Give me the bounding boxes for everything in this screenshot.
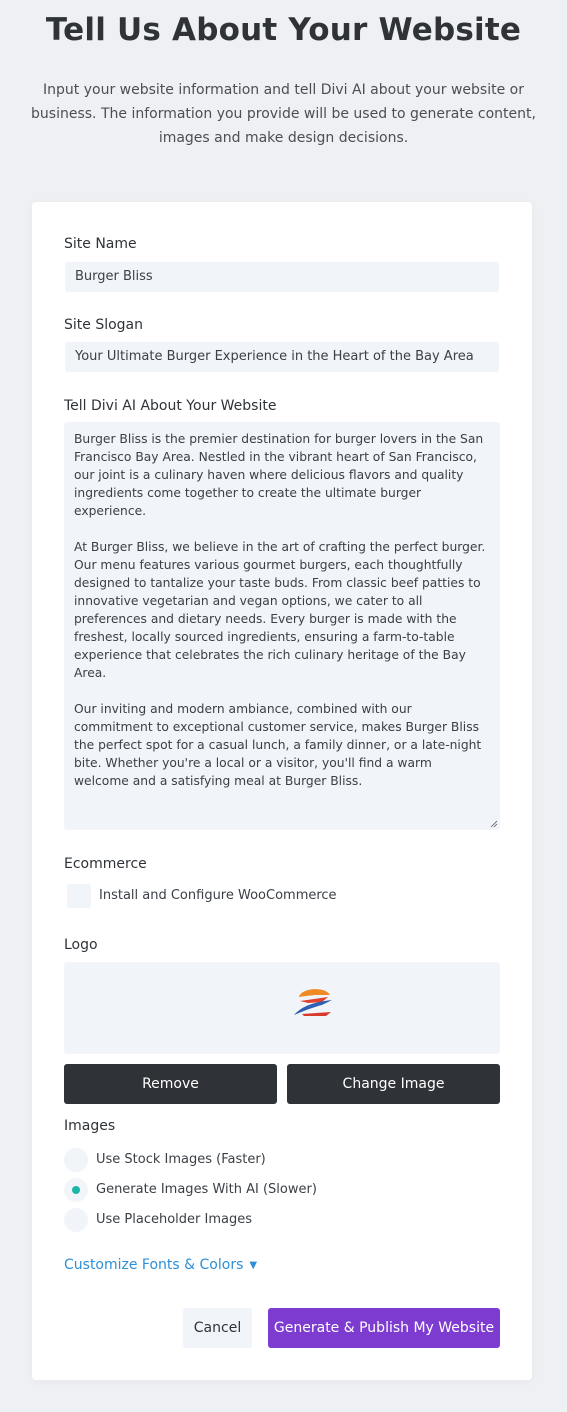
burger-logo-icon <box>292 986 336 1020</box>
logo-label: Logo <box>64 937 98 953</box>
site-name-input[interactable]: Burger Bliss <box>65 262 499 292</box>
resize-handle-icon[interactable] <box>490 820 498 828</box>
woocommerce-checkbox-label[interactable]: Install and Configure WooCommerce <box>99 888 337 903</box>
change-image-button[interactable]: Change Image <box>287 1064 500 1104</box>
placeholder-images-radio[interactable] <box>64 1208 88 1232</box>
customize-fonts-colors-toggle[interactable] <box>64 1257 257 1273</box>
page-title: Tell Us About Your Website <box>45 12 522 48</box>
ecommerce-label: Ecommerce <box>64 856 147 872</box>
about-paragraph: Burger Bliss is the premier destination for burger lovers in the San Francisco Bay Area. Nestled in the vibrant heart of San Francisco, our joint is a culinary haven where delicious flavors and quality ingredients come together to create the ultimate burger experience. <box>74 432 484 518</box>
website-form-card <box>32 202 532 1380</box>
placeholder-images-label[interactable]: Use Placeholder Images <box>96 1212 252 1227</box>
cancel-button[interactable]: Cancel <box>183 1308 252 1348</box>
about-website-label: Tell Divi AI About Your Website <box>64 398 277 414</box>
ai-images-label[interactable]: Generate Images With AI (Slower) <box>96 1182 317 1197</box>
radio-selected-dot <box>72 1186 80 1194</box>
customize-label[interactable]: Customize Fonts & Colors <box>64 1257 244 1273</box>
about-paragraph: At Burger Bliss, we believe in the art of crafting the perfect burger. Our menu features various gourmet burgers, each thoughtfully designed to tantalize your taste buds. From classic beef patties to innovative vegetarian and vegan options, we cater to all preferences and dietary needs. Every burger is made with the freshest, locally sourced ingredients, ensuring a farm-to-table experience that celebrates the rich culinary heritage of the Bay Area. <box>74 540 486 680</box>
intro-text: Input your website information and tell Divi AI about your website or business. The information you provide will be used to generate content, images and make design decisions. <box>31 82 536 146</box>
images-label: Images <box>64 1118 116 1134</box>
about-website-textarea[interactable] <box>64 422 500 830</box>
caret-down-icon[interactable]: ▼ <box>249 1260 258 1271</box>
ai-images-radio[interactable] <box>64 1178 88 1202</box>
site-slogan-label: Site Slogan <box>64 317 144 333</box>
stock-images-label[interactable]: Use Stock Images (Faster) <box>96 1152 266 1167</box>
stock-images-radio[interactable] <box>64 1148 88 1172</box>
site-name-label: Site Name <box>64 236 137 252</box>
about-paragraph: Our inviting and modern ambiance, combined with our commitment to exceptional customer service, makes Burger Bliss the perfect spot for a casual lunch, a family dinner, or a late-night bite. Whether you're a local or a visitor, you'll find a warm welcome and a satisfying meal at Burger Bliss. <box>74 702 482 788</box>
logo-preview <box>64 962 500 1054</box>
woocommerce-checkbox[interactable] <box>67 884 91 908</box>
remove-logo-button[interactable]: Remove <box>64 1064 277 1104</box>
site-slogan-input[interactable]: Your Ultimate Burger Experience in the Heart of the Bay Area <box>65 342 499 372</box>
generate-publish-button[interactable]: Generate & Publish My Website <box>268 1308 500 1348</box>
